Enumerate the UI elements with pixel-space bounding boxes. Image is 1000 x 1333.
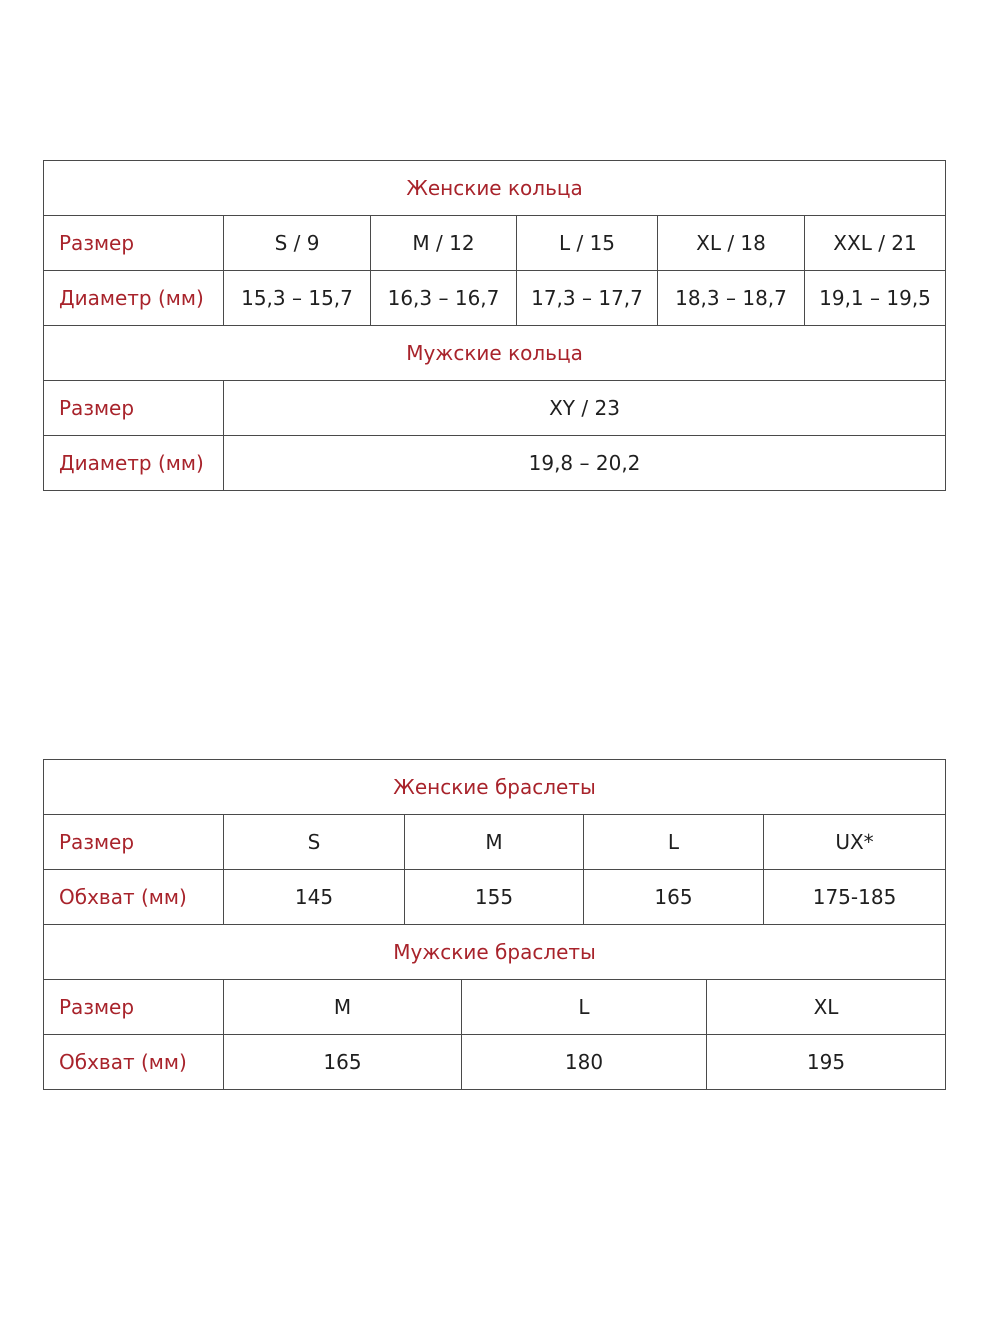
rings-size-table (43, 160, 946, 491)
men-bracelet-size-cell: XL (707, 980, 946, 1035)
men-ring-diameter-cell: 19,8 – 20,2 (224, 436, 946, 491)
men-rings-size-label: Размер (44, 381, 224, 436)
men-rings-diameter-row (44, 436, 946, 491)
women-ring-size-cell: L / 15 (517, 216, 658, 271)
women-ring-diameter-cell: 16,3 – 16,7 (371, 271, 517, 326)
women-rings-title: Женские кольца (44, 161, 946, 216)
women-rings-diameter-label: Диаметр (мм) (44, 271, 224, 326)
men-bracelet-size-cell: M (224, 980, 462, 1035)
men-rings-title-row (44, 326, 946, 381)
women-bracelets-size-row (44, 815, 946, 870)
men-rings-diameter-label: Диаметр (мм) (44, 436, 224, 491)
women-bracelets-title-row (44, 760, 946, 815)
women-rings-diameter-row (44, 271, 946, 326)
men-bracelet-girth-cell: 165 (224, 1035, 462, 1090)
men-bracelets-girth-label: Обхват (мм) (44, 1035, 224, 1090)
men-bracelets-size-row (44, 980, 946, 1035)
women-rings-size-row (44, 216, 946, 271)
women-bracelets-title: Женские браслеты (44, 760, 946, 815)
men-bracelet-girth-cell: 180 (462, 1035, 707, 1090)
women-ring-diameter-cell: 19,1 – 19,5 (805, 271, 946, 326)
men-bracelets-title-row (44, 925, 946, 980)
women-bracelet-size-cell: M (405, 815, 584, 870)
women-bracelet-girth-cell: 175-185 (764, 870, 946, 925)
women-ring-diameter-cell: 15,3 – 15,7 (224, 271, 371, 326)
women-bracelet-girth-cell: 155 (405, 870, 584, 925)
women-ring-size-cell: XXL / 21 (805, 216, 946, 271)
women-bracelet-girth-cell: 165 (584, 870, 764, 925)
men-rings-size-row (44, 381, 946, 436)
men-ring-size-cell: XY / 23 (224, 381, 946, 436)
women-ring-size-cell: M / 12 (371, 216, 517, 271)
men-bracelets-size-label: Размер (44, 980, 224, 1035)
men-bracelet-girth-cell: 195 (707, 1035, 946, 1090)
women-bracelet-size-cell: S (224, 815, 405, 870)
women-ring-diameter-cell: 18,3 – 18,7 (658, 271, 805, 326)
men-bracelets-girth-row (44, 1035, 946, 1090)
women-ring-size-cell: XL / 18 (658, 216, 805, 271)
women-rings-size-label: Размер (44, 216, 224, 271)
men-rings-title: Мужские кольца (44, 326, 946, 381)
women-bracelet-girth-cell: 145 (224, 870, 405, 925)
women-bracelets-size-label: Размер (44, 815, 224, 870)
women-rings-title-row (44, 161, 946, 216)
women-bracelet-size-cell: UX* (764, 815, 946, 870)
women-bracelets-girth-row (44, 870, 946, 925)
women-ring-diameter-cell: 17,3 – 17,7 (517, 271, 658, 326)
men-bracelet-size-cell: L (462, 980, 707, 1035)
women-bracelets-girth-label: Обхват (мм) (44, 870, 224, 925)
men-bracelets-title: Мужские браслеты (44, 925, 946, 980)
women-bracelet-size-cell: L (584, 815, 764, 870)
bracelets-size-table (43, 759, 946, 1090)
women-ring-size-cell: S / 9 (224, 216, 371, 271)
